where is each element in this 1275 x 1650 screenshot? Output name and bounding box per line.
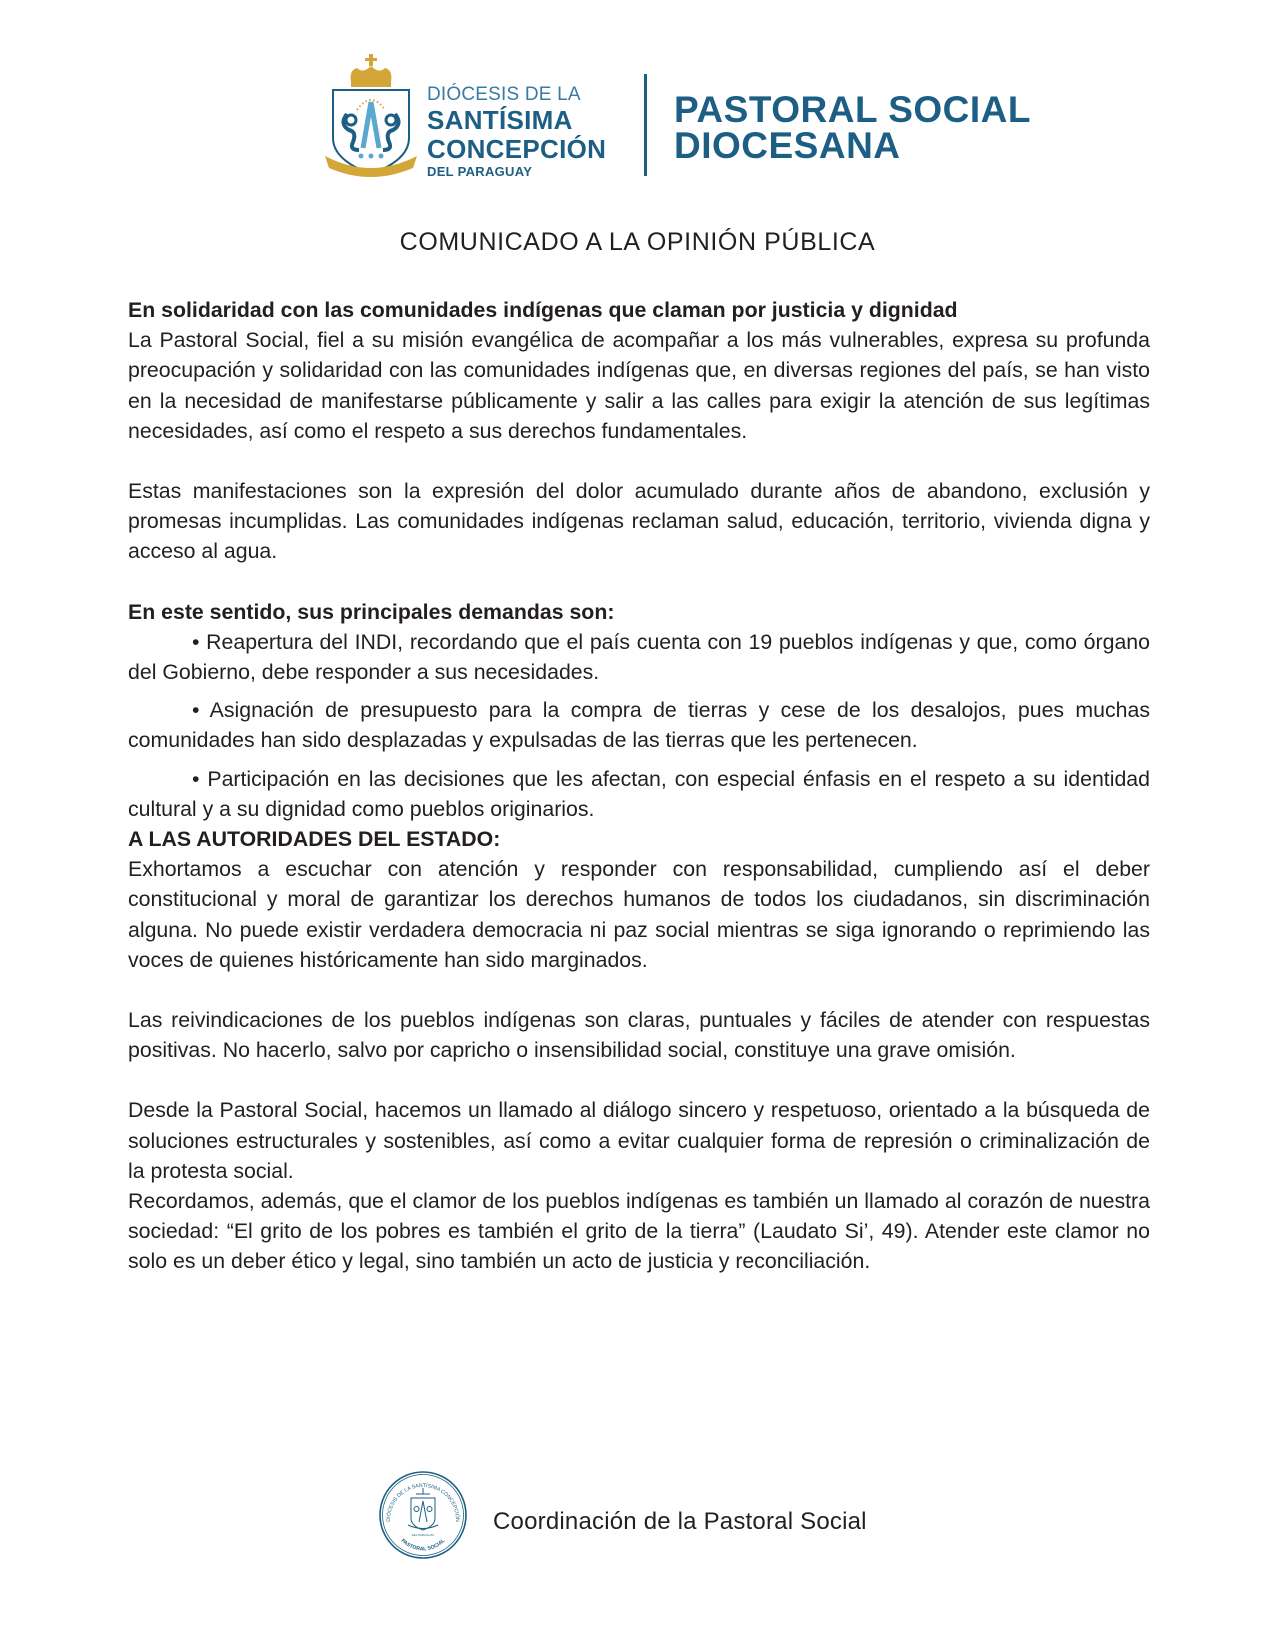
diocese-line-4: DEL PARAGUAY	[427, 164, 533, 179]
diocese-line-1: DIÓCESIS DE LA	[427, 84, 581, 105]
signature: Coordinación de la Pastoral Social	[493, 1508, 867, 1535]
paragraph-manifestaciones: Estas manifestaciones son la expresión del dolor acumulado durante años de abandono, exclusión y promesas incumplidas. Las comunidades indígenas reclaman salud, educación, territorio, vivienda digna y acceso al agua.	[128, 479, 1150, 564]
paragraph-reivindicaciones: Las reivindicaciones de los pueblos indígenas son claras, puntuales y fáciles de atender con respuestas positivas. No hacerlo, salvo por capricho o insensibilidad social, constituye una grave omisión.	[128, 1008, 1150, 1063]
pastoral-title-line-2: DIOCESANA	[674, 125, 901, 166]
header-divider	[644, 74, 647, 176]
svg-text:PASTORAL SOCIAL	[400, 1537, 447, 1552]
pastoral-social-stamp-icon	[378, 1470, 468, 1560]
subtitle: En solidaridad con las comunidades indígenas que claman por justicia y dignidad	[128, 298, 958, 322]
diocese-line-3: CONCEPCIÓN	[427, 134, 607, 164]
stamp-ring-top: DIÓCESIS DE LA SANTÍSIMA CONCEPCIÓN	[385, 1482, 461, 1522]
authorities-heading: A LAS AUTORIDADES DEL ESTADO:	[128, 827, 501, 852]
document-title: COMUNICADO A LA OPINIÓN PÚBLICA	[399, 228, 876, 256]
paragraph-autoridades: Exhortamos a escuchar con atención y responder con responsabilidad, cumpliendo así el deber constitucional y moral de garantizar los derechos humanos de todos los ciudadanos, sin discriminación alguna. No puede existir verdadera democracia ni paz social mientras se siga ignorando o reprimiendo las voces de quienes históricamente han sido marginados.	[128, 857, 1150, 972]
demands-heading: En este sentido, sus principales demandas son:	[128, 599, 615, 624]
diocese-wordmark	[427, 85, 606, 178]
paragraph-recordamos: Recordamos, además, que el clamor de los pueblos indígenas es también un llamado al corazón de nuestra sociedad: “El grito de los pobres es también el grito de la tierra” (Laudato Si’, 49). Atender este clamor no solo es un deber ético y legal, sino también un acto de justicia y reconciliación.	[128, 1189, 1150, 1274]
paragraph-dialogo: Desde la Pastoral Social, hacemos un llamado al diálogo sincero y respetuoso, orientado a la búsqueda de soluciones estructurales y sostenibles, así como a evitar cualquier forma de represión o criminalización de la protesta social.	[128, 1098, 1150, 1183]
letterhead	[0, 0, 1275, 200]
demand-item: • Asignación de presupuesto para la compra de tierras y cese de los desalojos, pues muchas comunidades han sido desplazadas y expulsadas de las tierras que les pertenecen.	[128, 698, 1150, 753]
document-body	[128, 295, 1150, 1277]
diocese-line-2: SANTÍSIMA	[427, 105, 573, 135]
diocese-coat-of-arms-icon	[323, 52, 419, 180]
stamp-ring-bottom: PASTORAL SOCIAL	[399, 1537, 447, 1553]
pastoral-social-title	[674, 89, 1031, 166]
demand-item: • Reapertura del INDI, recordando que el país cuenta con 19 pueblos indígenas y que, como órgano del Gobierno, debe responder a sus necesidades.	[128, 629, 1150, 685]
stamp-ring-small: DEL PARAGUAY	[411, 1533, 435, 1537]
demand-item: • Participación en las decisiones que les afectan, con especial énfasis en el respeto a su identidad cultural y a su dignidad como pueblos originarios.	[128, 766, 1150, 821]
paragraph-intro: La Pastoral Social, fiel a su misión evangélica de acompañar a los más vulnerables, expresa su profunda preocupación y solidaridad con las comunidades indígenas que, en diversas regiones del país, se han visto en la necesidad de manifestarse públicamente y salir a las calles para exigir la atención de sus legítimas necesidades, así como el respeto a sus derechos fundamentales.	[128, 328, 1150, 443]
pastoral-title-line-1: PASTORAL SOCIAL	[674, 89, 1031, 130]
